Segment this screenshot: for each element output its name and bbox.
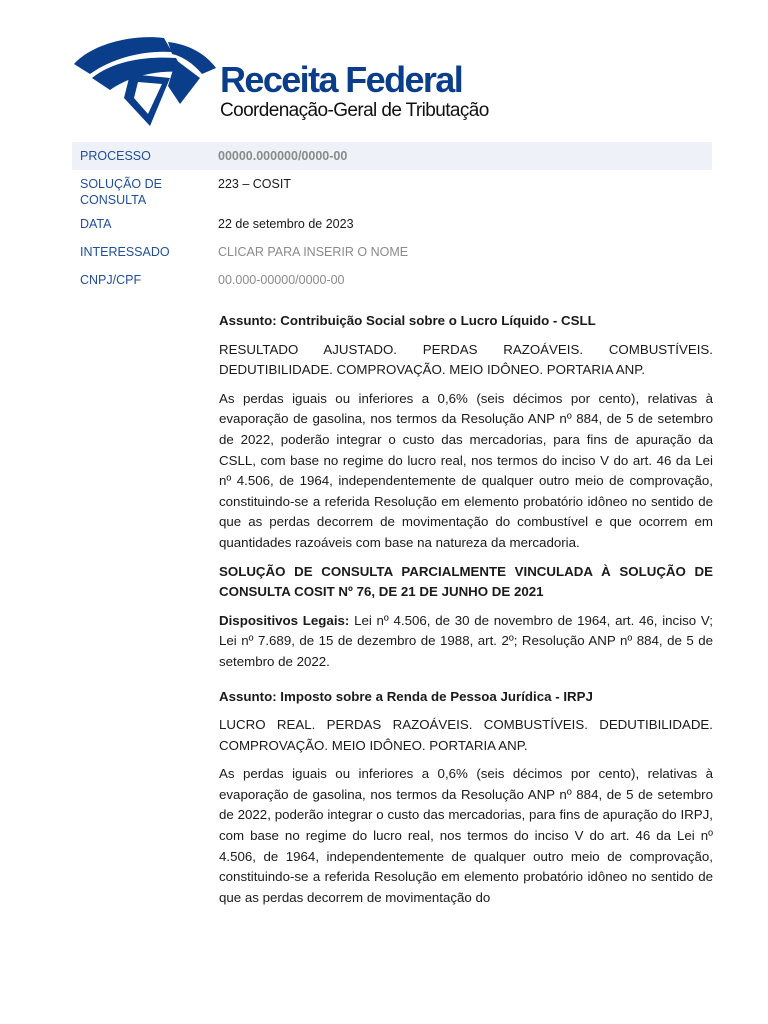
- metadata-row-solucao: [72, 170, 712, 212]
- keywords-irpj: LUCRO REAL. PERDAS RAZOÁVEIS. COMBUSTÍVEIS. DEDUTIBILIDADE. COMPROVAÇÃO. MEIO IDÔNEO. PORTARIA ANP.: [219, 717, 713, 753]
- cnpj-label: CNPJ/CPF: [80, 273, 142, 287]
- dispositivos-text: Lei nº 4.506, de 30 de novembro de 1964, art. 46, inciso V; Lei nº 7.689, de 15 de dezembro de 1988, art. 2º; Resolução ANP nº 884, de 5 de setembro de 2022.: [219, 612, 713, 669]
- interessado-value[interactable]: CLICAR PARA INSERIR O NOME: [218, 245, 409, 259]
- dispositivos-legais: [219, 611, 713, 673]
- metadata-row-processo: [72, 142, 712, 170]
- assunto-irpj: Assunto: Imposto sobre a Renda de Pessoa Jurídica - IRPJ: [219, 688, 593, 704]
- processo-label: PROCESSO: [72, 142, 210, 170]
- solucao-label: SOLUÇÃO DE CONSULTA: [80, 177, 162, 207]
- metadata-row-data: [72, 212, 712, 240]
- ementa-csll: As perdas iguais ou inferiores a 0,6% (seis décimos por cento), relativas à evaporação de gasolina, nos termos da Resolução ANP nº 884, de 5 de setembro de 2022, poderão integrar o custo das mercadorias, para fins de apuração da CSLL, com base no regime do lucro real, nos termos do inciso V do art. 46 da Lei nº 4.506, de 1964, independentemente de qualquer outro meio de comprovação, constituindo-se a referida Resolução em elemento probatório idôneo no sentido de que as perdas decorrem de movimentação do combustível e que ocorrem em quantidades razoáveis com base na natureza da mercadoria.: [219, 390, 713, 550]
- receita-federal-logo-icon: [72, 34, 216, 126]
- cnpj-value: 00.000-00000/0000-00: [218, 273, 345, 287]
- metadata-table: [72, 142, 712, 296]
- document-body: [219, 311, 713, 916]
- data-value: 22 de setembro de 2023: [218, 217, 354, 231]
- metadata-row-cnpj: [72, 268, 712, 296]
- dispositivos-label: Dispositivos Legais:: [219, 612, 350, 628]
- interessado-label: INTERESSADO: [80, 245, 170, 259]
- processo-value: 00000.000000/0000-00: [210, 142, 712, 170]
- brand-subtitle: Coordenação-Geral de Tributação: [220, 100, 489, 121]
- data-label: DATA: [80, 217, 112, 231]
- brand-name: Receita Federal: [220, 59, 463, 100]
- solucao-value: 223 – COSIT: [218, 177, 291, 191]
- vinculada-notice: SOLUÇÃO DE CONSULTA PARCIALMENTE VINCULADA À SOLUÇÃO DE CONSULTA COSIT Nº 76, DE 21 DE JUNHO DE 2021: [219, 563, 713, 600]
- document-header: [72, 34, 532, 126]
- metadata-row-interessado: [72, 240, 712, 268]
- ementa-irpj: As perdas iguais ou inferiores a 0,6% (seis décimos por cento), relativas à evaporação de gasolina, nos termos da Resolução ANP nº 884, de 5 de setembro de 2022, poderão integrar o custo das mercadorias, para fins de apuração do IRPJ, com base no regime do lucro real, nos termos do inciso V do art. 46 da Lei nº 4.506, de 1964, independentemente de qualquer outro meio de comprovação, constituindo-se a referida Resolução em elemento probatório idôneo no sentido de que as perdas decorrem de movimentação do: [219, 766, 713, 905]
- assunto-csll: Assunto: Contribuição Social sobre o Lucro Líquido - CSLL: [219, 313, 596, 328]
- keywords-csll: RESULTADO AJUSTADO. PERDAS RAZOÁVEIS. COMBUSTÍVEIS. DEDUTIBILIDADE. COMPROVAÇÃO. MEIO IDÔNEO. PORTARIA ANP.: [219, 341, 713, 378]
